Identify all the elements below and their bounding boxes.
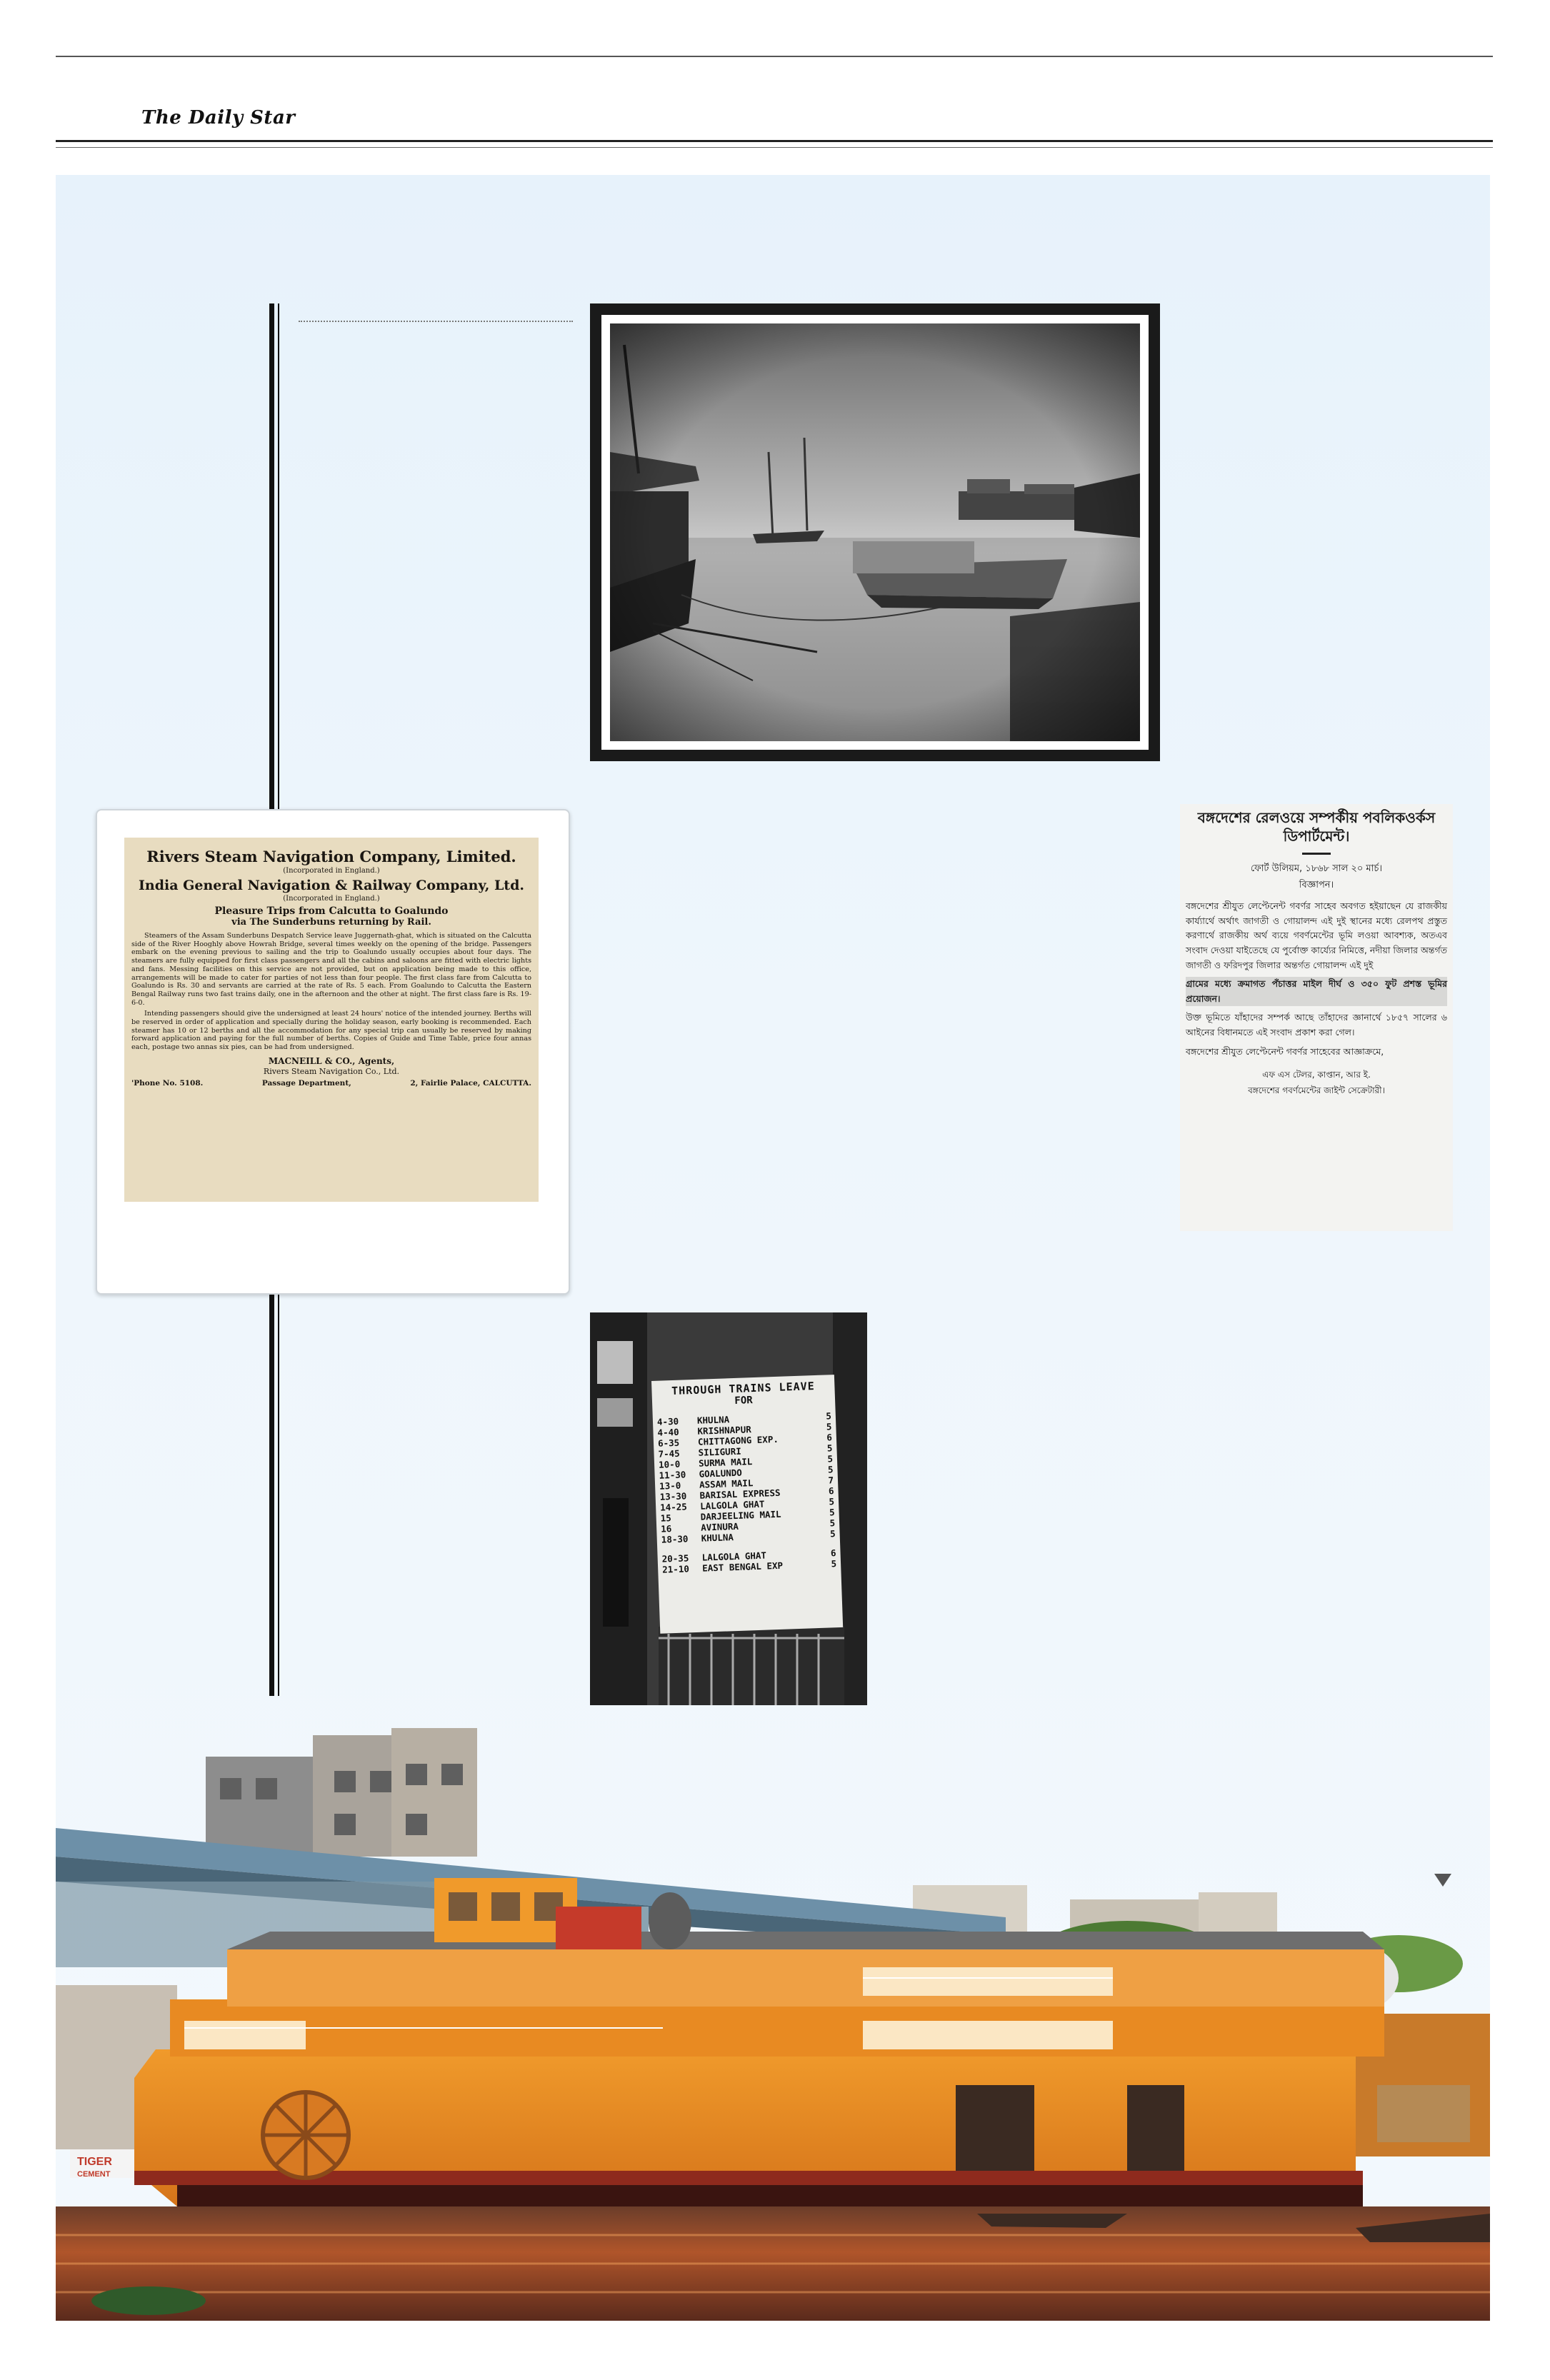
ad-incorporated-1: (Incorporated in England.)	[283, 867, 380, 875]
masthead-rule-upper	[56, 140, 1493, 142]
board-platform: 5	[826, 1442, 833, 1454]
masthead-logo: The Daily Star	[141, 107, 296, 129]
ad-body-2: Intending passengers should give the undersigned at least 24 hours' notice of the intended journey. Berths will be reserved in order of application and specially during the holiday season, early booking is recommended. Each steamer has 10 or 12 berths and all the accommodation for any special trip can usually be reserved by making forward application and paying for the full number of berths. Copies of Guide and Time Table, price four annas each, postage two annas six pies, can be had from undersigned.	[131, 1010, 531, 1052]
board-time: 13-0	[659, 1480, 681, 1492]
board-time: 15	[660, 1512, 672, 1524]
board-platform: 5	[829, 1517, 836, 1529]
board-destination: SURMA MAIL	[698, 1456, 753, 1469]
harbour-photo-frame	[590, 303, 1160, 761]
train-board-photo	[590, 1312, 867, 1705]
notice-paragraph-1: বঙ্গদেশের শ্রীযুত লেপ্টেনেন্ট গবর্ণর সাহেব অবগত হইয়াছেন যে রাজকীয় কার্য্যার্থে অর্থাৎ জাগতী ও গোয়ালন্দ এই দুই স্থানের মধ্যে রেলপথ প্রস্তুত করণার্থে রাজকীয় অর্থ ব্যয়ে গবর্ণমেন্টের ভূমি লওয়া আবশ্যক, অতএব সংবাদ দেওয়া যাইতেছে যে পুর্বোক্ত কার্য্যের নিমিত্তে, নদীয়া জিলার অন্তর্গত জাগতী ও ফরিদপুর জিলার অন্তর্গত গোয়ালন্দ এই দুই	[1186, 900, 1447, 970]
board-destination: DARJEELING MAIL	[700, 1508, 781, 1522]
board-destination: CHITTAGONG EXP.	[697, 1433, 779, 1447]
board-destination: KHULNA	[696, 1414, 730, 1426]
board-platform: 5	[829, 1528, 836, 1540]
board-title: THROUGH TRAINS LEAVE	[671, 1380, 816, 1398]
board-time: 21-10	[661, 1563, 690, 1575]
board-platform: 5	[826, 1410, 832, 1422]
ad-signature-2: Rivers Steam Navigation Co., Ltd.	[263, 1066, 400, 1076]
board-destination: ASSAM MAIL	[699, 1477, 754, 1490]
board-destination: LALGOLA GHAT	[701, 1550, 767, 1563]
notice-signature: এফ এস টেলর, কাপ্তান, আর ই.	[1262, 1070, 1371, 1080]
board-platform: 5	[829, 1496, 835, 1507]
board-platform: 5	[829, 1507, 835, 1518]
notice-title-2: ডিপার্টমেন্ট।	[1283, 828, 1350, 845]
board-platform: 7	[828, 1475, 834, 1486]
board-time: 10-0	[658, 1458, 681, 1470]
board-destination: KRISHNAPUR	[697, 1424, 751, 1437]
ad-signature: MACNEILL & CO., Agents,	[268, 1055, 395, 1066]
board-header-for: FOR	[734, 1395, 753, 1407]
board-time: 4-30	[656, 1415, 679, 1427]
ad-department: Passage Department,	[261, 1078, 351, 1088]
dotted-divider	[299, 321, 573, 322]
ad-footer	[131, 1079, 531, 1088]
board-destination: LALGOLA GHAT	[699, 1498, 765, 1512]
departure-board	[651, 1375, 843, 1634]
board-time: 11-30	[659, 1469, 686, 1481]
board-platform: 5	[826, 1421, 832, 1432]
board-platform: 5	[827, 1453, 834, 1465]
board-time: 16	[660, 1523, 672, 1535]
notice-dash	[1302, 853, 1331, 855]
notice-subtitle: বিজ্ঞাপন।	[1299, 880, 1334, 890]
board-time: 7-45	[658, 1447, 680, 1460]
ad-body-1: Steamers of the Assam Sunderbuns Despatch Service leave Juggernath-ghat, which is situated on the Calcutta side of the River Hooghly above Howrah Bridge, several times weekly on the opening of the bridge. Passengers embark on the evening previous to sailing and the trip to Goalundo usually occupies about four days. The steamers are fully equipped for first class passengers and all the cabins and saloons are fitted with electric lights and fans. Messing facilities on this service are not provided, but on application being made to this office, arrangements will be made to cater for parties of not less than four people. The first class fare from Calcutta to Goalundo is Rs. 30 and servants are carried at the rate of Rs. 5 each. From Goalundo to Calcutta the Eastern Bengal Railway runs two fast trains daily, one in the afternoon and the other at night. The first class fare is Rs. 19-6-0.	[131, 932, 531, 1007]
bengali-railway-notice	[1180, 804, 1453, 1231]
board-destination: SILIGURI	[698, 1445, 741, 1458]
board-time: 13-30	[659, 1490, 687, 1502]
board-rows-a	[657, 1410, 836, 1545]
ad-address: 2, Fairlie Palace, CALCUTTA.	[410, 1078, 531, 1088]
top-rule	[56, 56, 1493, 57]
paddle-steamer-photo	[56, 1714, 1490, 2321]
cement-sign-text: CEMENT	[77, 2170, 111, 2179]
ad-phone: 'Phone No. 5108.	[131, 1078, 204, 1088]
board-platform: 6	[828, 1485, 834, 1497]
notice-date: ফোর্ট উলিয়ম, ১৮৬৮ সাল ২০ মার্চ।	[1250, 863, 1383, 874]
board-destination: BARISAL EXPRESS	[699, 1487, 781, 1501]
board-destination: KHULNA	[701, 1532, 734, 1544]
board-time: 14-25	[659, 1501, 688, 1513]
notice-paragraph-3: উক্ত ভূমিতে যাঁহাদের সম্পর্ক আছে তাঁহাদের জ্ঞানার্থে ১৮৫৭ সালের ৬ আইনের বিধানমতে এই সংবাদ প্রকাশ করা গেল।	[1186, 1012, 1447, 1038]
board-platform: 6	[830, 1547, 836, 1559]
board-time: 20-35	[661, 1552, 689, 1565]
board-destination: AVINURA	[700, 1520, 739, 1533]
board-time: 18-30	[661, 1533, 689, 1545]
notice-title-1: বঙ্গদেশের রেলওয়ে সম্পর্কীয় পবলিকওর্কস	[1197, 809, 1436, 826]
advertisement-card	[96, 809, 570, 1295]
notice-paragraph-4: বঙ্গদেশের শ্রীযুত লেপ্টেনেন্ট গবর্ণর সাহেবের আজ্ঞাক্রমে,	[1186, 1045, 1384, 1057]
board-time: 6-35	[657, 1437, 680, 1449]
ad-company-2: India General Navigation & Railway Company, Ltd.	[139, 878, 524, 893]
ad-company-1: Rivers Steam Navigation Company, Limited.	[146, 848, 516, 865]
down-arrow-icon	[1434, 1874, 1451, 1887]
board-platform: 5	[831, 1558, 837, 1570]
harbour-photo	[610, 323, 1140, 741]
masthead-rule-lower	[56, 147, 1493, 148]
ad-subheadline: via The Sunderbuns returning by Rail.	[231, 917, 431, 928]
advertisement-clipping	[124, 838, 539, 1202]
notice-signature-2: বঙ্গদেশের গবর্ণমেন্টের জাইন্ট সেক্রেটারী।	[1248, 1085, 1385, 1096]
tiger-sign-text: TIGER	[77, 2156, 112, 2168]
notice-paragraph-2: গ্রামের মধ্যে ক্রমাগত পঁচাত্তর মাইল দীর্ঘ ও ৩৫০ ফুট প্রশস্ত ভূমির প্রয়োজন।	[1186, 977, 1447, 1006]
ad-headline: Pleasure Trips from Calcutta to Goalundo	[214, 905, 449, 917]
board-platform: 5	[827, 1464, 834, 1475]
ad-incorporated-2: (Incorporated in England.)	[283, 895, 380, 903]
board-time: 4-40	[657, 1426, 679, 1438]
board-platform: 6	[826, 1432, 833, 1443]
board-destination: GOALUNDO	[699, 1467, 743, 1480]
board-destination: EAST BENGAL EXP	[701, 1560, 784, 1574]
